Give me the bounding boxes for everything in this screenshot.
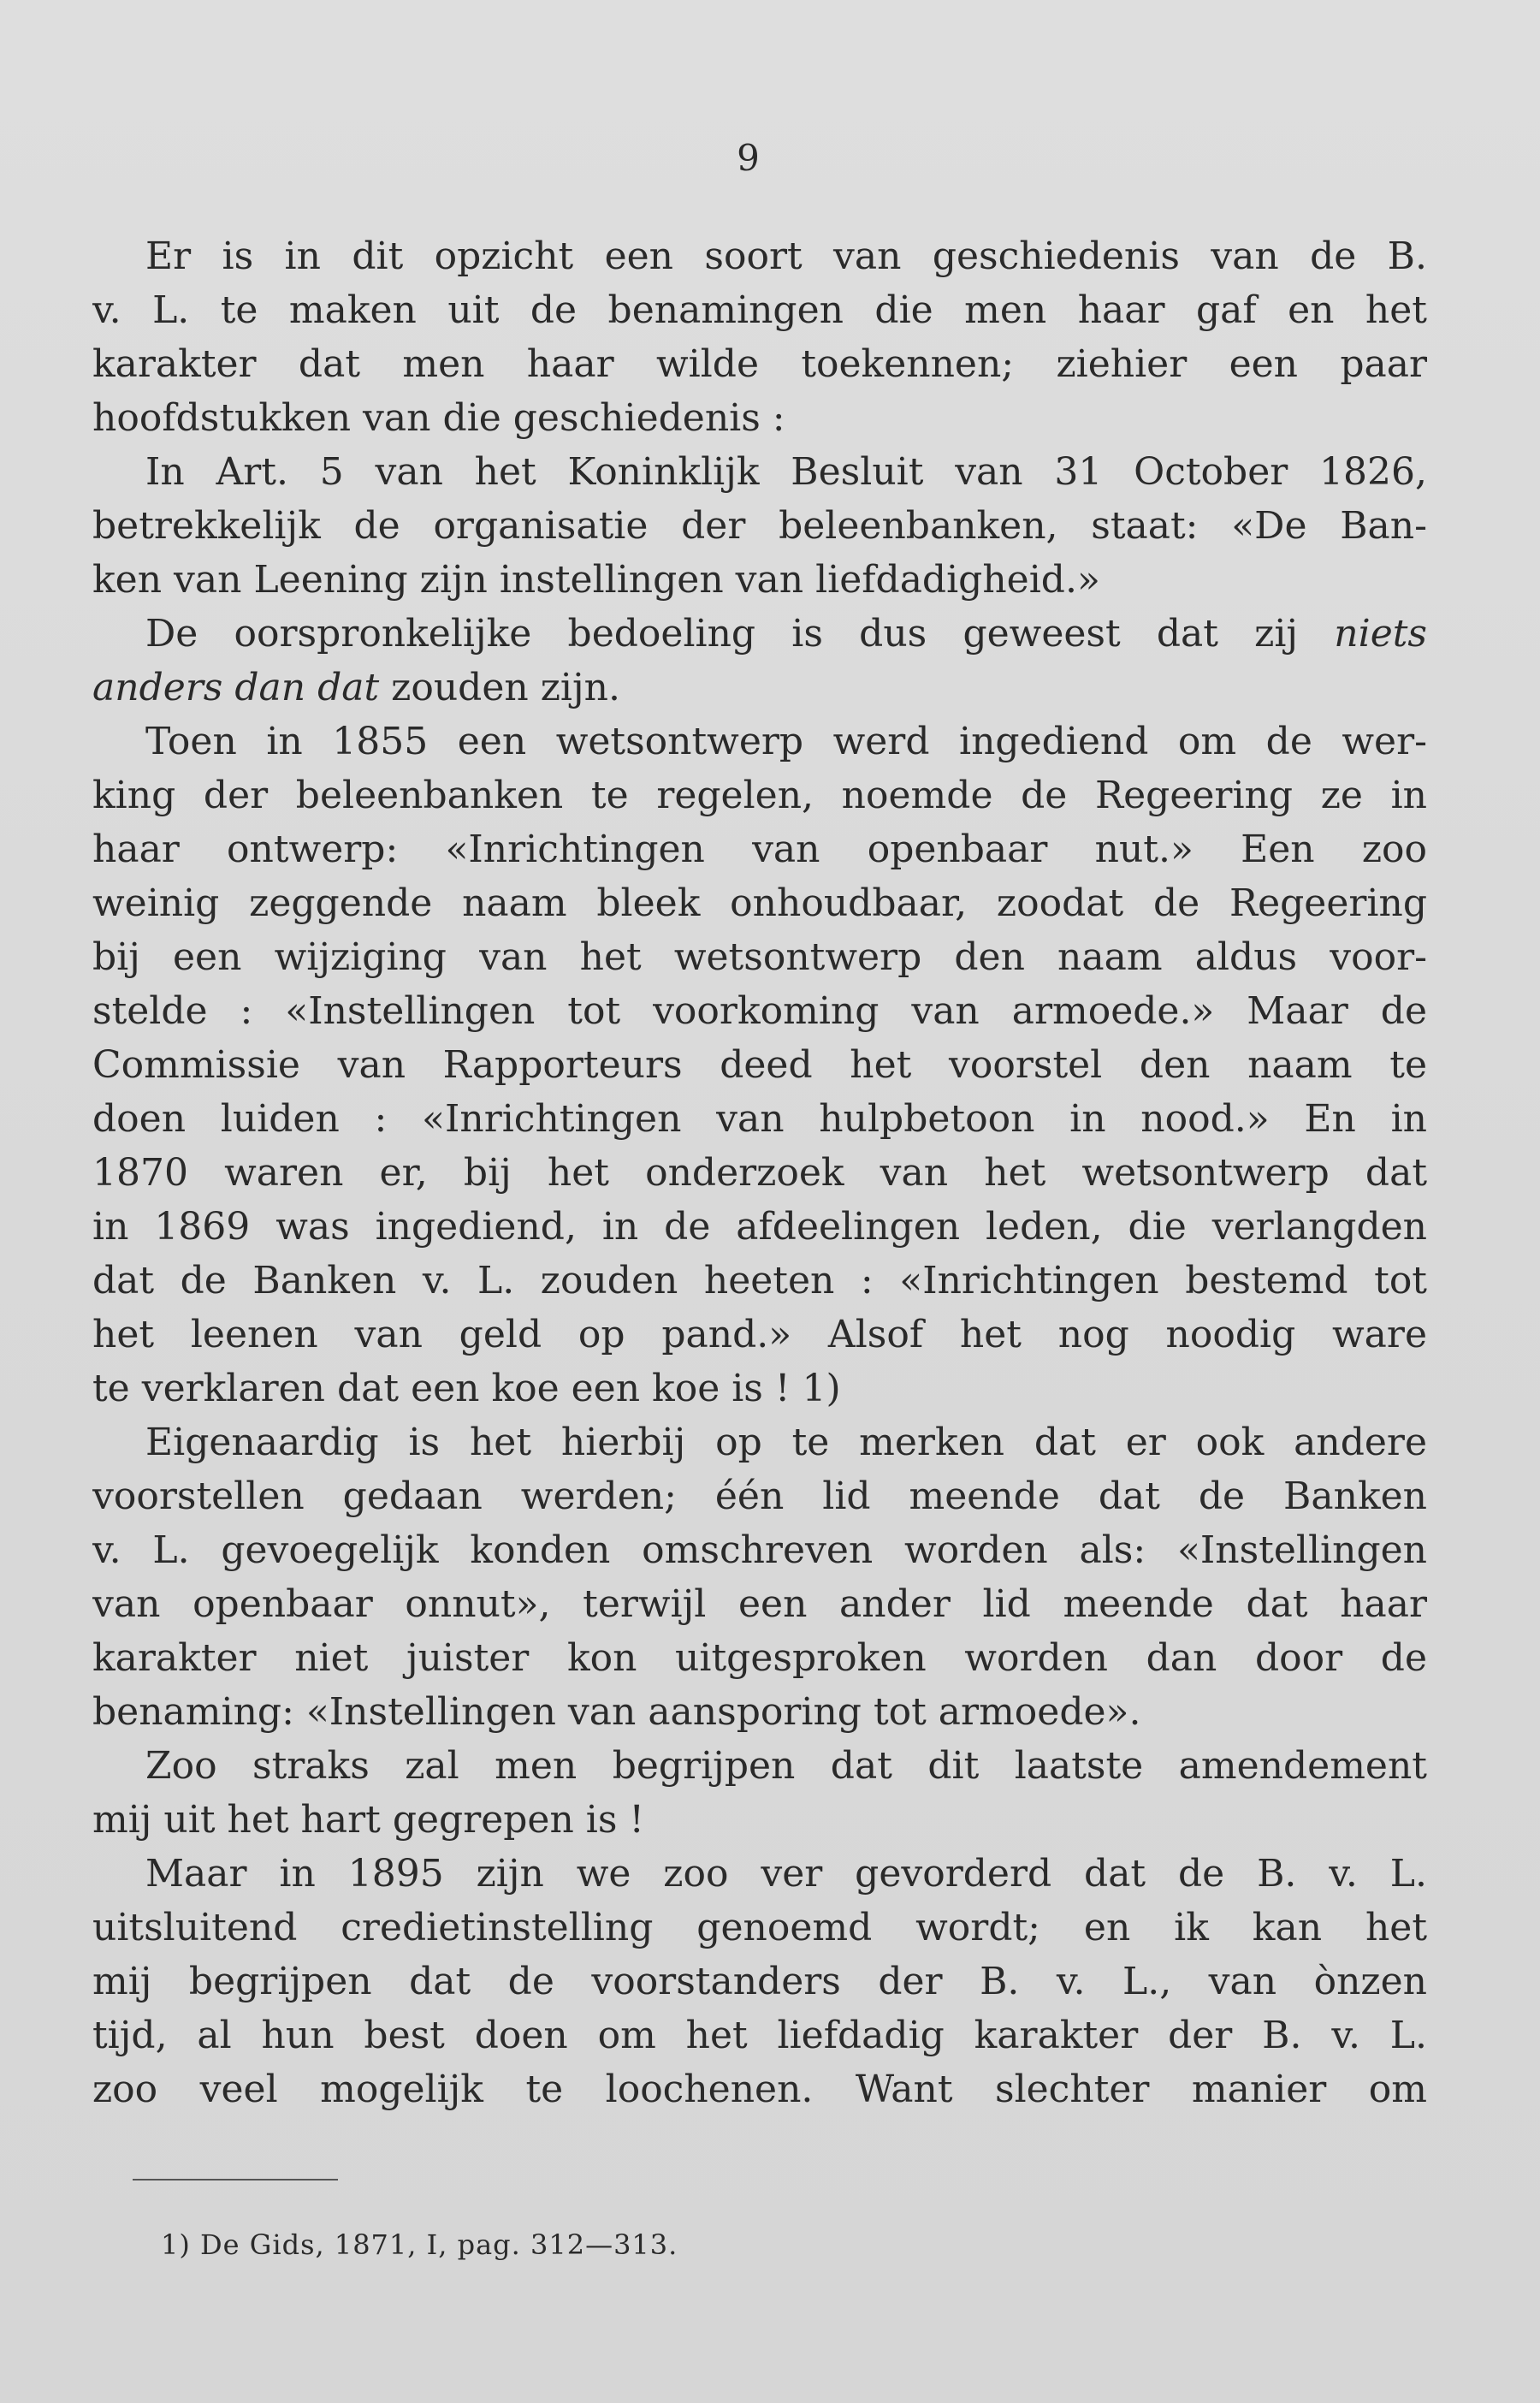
paragraph-6 xyxy=(92,1739,1427,1847)
text-segment: zouden zijn. xyxy=(379,666,620,709)
page-number: 9 xyxy=(737,137,761,179)
paragraph-2 xyxy=(92,445,1427,607)
text-line: karakter dat men haar wilde toekennen; ziehier een paar xyxy=(92,342,1427,386)
text-line: Toen in 1855 een wetsontwerp werd ingediend om de wer- xyxy=(145,720,1427,763)
text-line: king der beleenbanken te regelen, noemde de Regeering ze in xyxy=(92,774,1427,817)
text-line: betrekkelijk de organisatie der beleenbanken, staat: «De Ban- xyxy=(92,504,1427,548)
text-line: mij uit het hart gegrepen is ! xyxy=(92,1798,645,1842)
text-line: karakter niet juister kon uitgesproken worden dan door de xyxy=(92,1636,1427,1680)
text-line: In Art. 5 van het Koninklijk Besluit van 31 October 1826, xyxy=(145,450,1427,494)
text-line: v. L. gevoegelijk konden omschreven worden als: «Instellingen xyxy=(92,1528,1427,1572)
text-line: dat de Banken v. L. zouden heeten : «Inrichtingen bestemd tot xyxy=(92,1259,1427,1302)
text-line: benaming: «Instellingen van aansporing tot armoede». xyxy=(92,1690,1141,1734)
text-line: hoofdstukken van die geschiedenis : xyxy=(92,396,785,440)
paragraph-5 xyxy=(92,1415,1427,1739)
text-line: het leenen van geld op pand.» Alsof het nog noodig ware xyxy=(92,1313,1427,1356)
text-line: stelde : «Instellingen tot voorkoming van armoede.» Maar de xyxy=(92,989,1427,1033)
text-line: uitsluitend credietinstelling genoemd wordt; en ik kan het xyxy=(92,1906,1427,1949)
italic-text: anders dan dat xyxy=(92,666,380,709)
text-line: Commissie van Rapporteurs deed het voorstel den naam te xyxy=(92,1043,1427,1087)
text-line: van openbaar onnut», terwijl een ander lid meende dat haar xyxy=(92,1582,1427,1626)
text-line: voorstellen gedaan werden; één lid meende dat de Banken xyxy=(92,1474,1427,1518)
text-line: in 1869 was ingediend, in de afdeelingen leden, die verlangden xyxy=(92,1205,1427,1249)
text-line xyxy=(92,607,1427,661)
paragraph-4 xyxy=(92,715,1427,1415)
text-line: te verklaren dat een koe een koe is ! 1) xyxy=(92,1367,841,1410)
text-line: tijd, al hun best doen om het liefdadig karakter der B. v. L. xyxy=(92,2014,1427,2057)
text-line: weinig zeggende naam bleek onhoudbaar, zoodat de Regeering xyxy=(92,881,1427,925)
text-line: Er is in dit opzicht een soort van geschiedenis van de B. xyxy=(145,234,1427,278)
text-line xyxy=(92,661,1427,715)
paragraph-3 xyxy=(92,607,1427,715)
text-line: haar ontwerp: «Inrichtingen van openbaar nut.» Een zoo xyxy=(92,828,1427,871)
text-line: zoo veel mogelijk te loochenen. Want slechter manier om xyxy=(92,2068,1427,2111)
text-line: v. L. te maken uit de benamingen die men haar gaf en het xyxy=(92,288,1427,332)
text-line: Maar in 1895 zijn we zoo ver gevorderd dat de B. v. L. xyxy=(145,1852,1427,1896)
footnote: 1) De Gids, 1871, I, pag. 312—313. xyxy=(161,2228,678,2261)
text-line: doen luiden : «Inrichtingen van hulpbetoon in nood.» En in xyxy=(92,1097,1427,1141)
text-line: ken van Leening zijn instellingen van liefdadigheid.» xyxy=(92,558,1100,602)
footnote-divider xyxy=(133,2179,338,2180)
text-line: bij een wijziging van het wetsontwerp den naam aldus voor- xyxy=(92,935,1427,979)
text-line: Zoo straks zal men begrijpen dat dit laatste amendement xyxy=(145,1744,1427,1788)
paragraph-7 xyxy=(92,1847,1427,2116)
text-line: 1870 waren er, bij het onderzoek van het wetsontwerp dat xyxy=(92,1151,1427,1195)
italic-text: niets xyxy=(1334,612,1427,656)
paragraph-1 xyxy=(92,229,1427,445)
body-text xyxy=(92,229,1427,2116)
text-line: mij begrijpen dat de voorstanders der B. v. L., van ònzen xyxy=(92,1960,1427,2003)
text-line: Eigenaardig is het hierbij op te merken dat er ook andere xyxy=(145,1421,1427,1464)
text-segment: De oorspronkelijke bedoeling is dus geweest dat zij xyxy=(145,612,1299,656)
